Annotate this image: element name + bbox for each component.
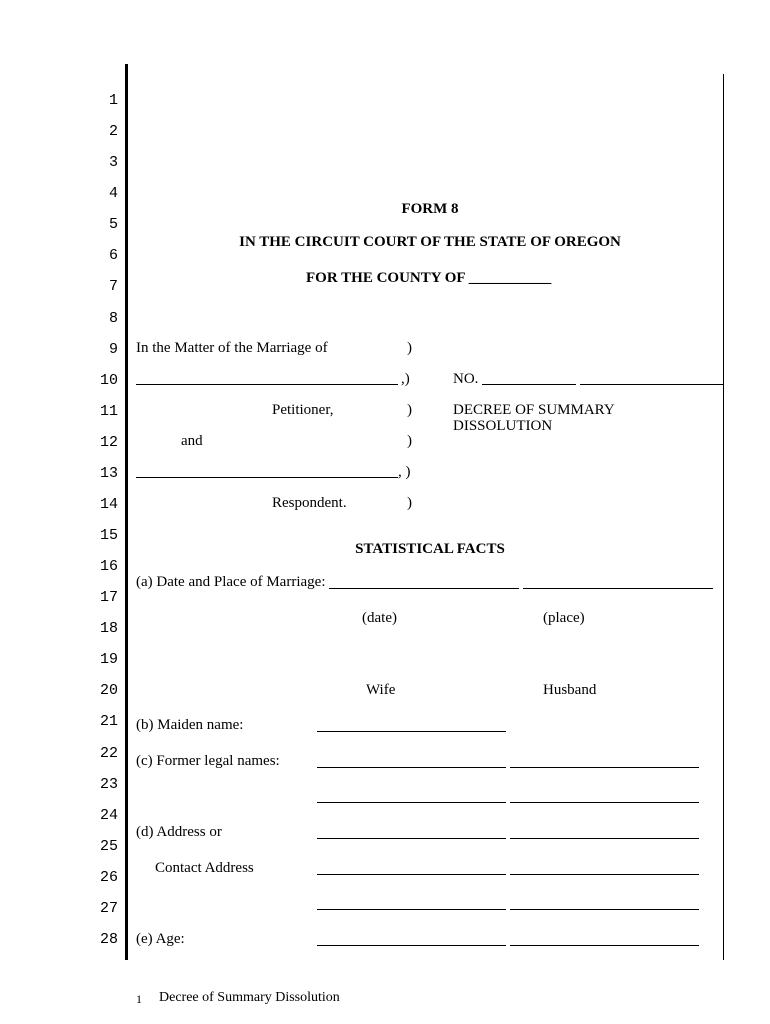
line-number: 13 — [99, 465, 118, 482]
line-number: 27 — [99, 900, 118, 917]
case-number-blank-2[interactable] — [580, 384, 724, 385]
respondent-name-blank[interactable] — [136, 477, 398, 478]
place-caption: (place) — [543, 610, 585, 626]
line-number: 3 — [108, 154, 118, 171]
wife-age-blank[interactable] — [317, 945, 506, 946]
date-caption: (date) — [362, 610, 397, 626]
caption-paren: ) — [407, 433, 412, 449]
line-number: 18 — [99, 620, 118, 637]
county-line — [306, 270, 551, 287]
line-number: 22 — [99, 745, 118, 762]
husband-former-names-blank-2[interactable] — [510, 802, 699, 803]
date-place-label: (a) Date and Place of Marriage: — [136, 574, 326, 590]
line-number: 21 — [99, 713, 118, 730]
line-number: 2 — [108, 123, 118, 140]
case-number-blank[interactable] — [482, 384, 576, 385]
address-label: (d) Address or — [136, 824, 222, 840]
former-names-label: (c) Former legal names: — [136, 753, 280, 769]
line-number: 24 — [99, 807, 118, 824]
right-margin-rule — [723, 74, 724, 960]
line-number: 25 — [99, 838, 118, 855]
line-number: 10 — [99, 372, 118, 389]
petitioner-name-blank[interactable] — [136, 384, 398, 385]
decree-title-line-2: DISSOLUTION — [453, 418, 553, 434]
husband-column-header: Husband — [543, 682, 597, 698]
line-number: 20 — [99, 682, 118, 699]
wife-maiden-name-blank[interactable] — [317, 731, 506, 732]
line-number: 26 — [99, 869, 118, 886]
county-blank[interactable]: ___________ — [468, 270, 552, 286]
line-number: 15 — [99, 527, 118, 544]
line-number: 16 — [99, 558, 118, 575]
wife-former-names-blank[interactable] — [317, 767, 506, 768]
wife-contact-address-blank[interactable] — [317, 874, 506, 875]
caption-paren: ) — [407, 402, 412, 418]
caption-paren: ) — [407, 495, 412, 511]
page-number: 1 — [136, 992, 142, 1006]
contact-address-label: Contact Address — [155, 860, 254, 876]
left-margin-rule — [125, 64, 128, 960]
case-number-label: NO. — [453, 371, 479, 387]
wife-address-blank[interactable] — [317, 838, 506, 839]
line-number: 1 — [108, 92, 118, 109]
husband-address-blank-2[interactable] — [510, 909, 699, 910]
county-label: FOR THE COUNTY OF — [306, 270, 466, 286]
age-label: (e) Age: — [136, 931, 185, 947]
line-number: 14 — [99, 496, 118, 513]
line-number: 12 — [99, 434, 118, 451]
caption-paren: ) — [407, 340, 412, 356]
line-number: 17 — [99, 589, 118, 606]
footer-title: Decree of Summary Dissolution — [159, 990, 340, 1005]
marriage-place-blank[interactable] — [523, 588, 713, 589]
line-number: 7 — [108, 278, 118, 295]
line-number: 9 — [108, 341, 118, 358]
and-label: and — [181, 433, 203, 449]
wife-former-names-blank-2[interactable] — [317, 802, 506, 803]
husband-contact-address-blank[interactable] — [510, 874, 699, 875]
line-number: 4 — [108, 185, 118, 202]
caption-paren: ,) — [401, 371, 410, 387]
wife-column-header: Wife — [366, 682, 396, 698]
matter-label: In the Matter of the Marriage of — [136, 340, 328, 356]
line-number: 5 — [108, 216, 118, 233]
husband-age-blank[interactable] — [510, 945, 699, 946]
marriage-date-blank[interactable] — [329, 588, 519, 589]
statistical-facts-heading: STATISTICAL FACTS — [355, 541, 505, 557]
petitioner-label: Petitioner, — [272, 402, 334, 418]
line-number: 28 — [99, 931, 118, 948]
court-title: IN THE CIRCUIT COURT OF THE STATE OF OREGON — [239, 234, 621, 250]
caption-paren: , ) — [398, 464, 411, 480]
line-number: 19 — [99, 651, 118, 668]
wife-address-blank-2[interactable] — [317, 909, 506, 910]
line-number: 8 — [108, 310, 118, 327]
line-number: 23 — [99, 776, 118, 793]
maiden-name-label: (b) Maiden name: — [136, 717, 244, 733]
line-number: 11 — [99, 403, 118, 420]
decree-title-line-1: DECREE OF SUMMARY — [453, 402, 615, 418]
line-number: 6 — [108, 247, 118, 264]
husband-address-blank[interactable] — [510, 838, 699, 839]
husband-former-names-blank[interactable] — [510, 767, 699, 768]
respondent-label: Respondent. — [272, 495, 347, 511]
form-title: FORM 8 — [401, 201, 459, 217]
